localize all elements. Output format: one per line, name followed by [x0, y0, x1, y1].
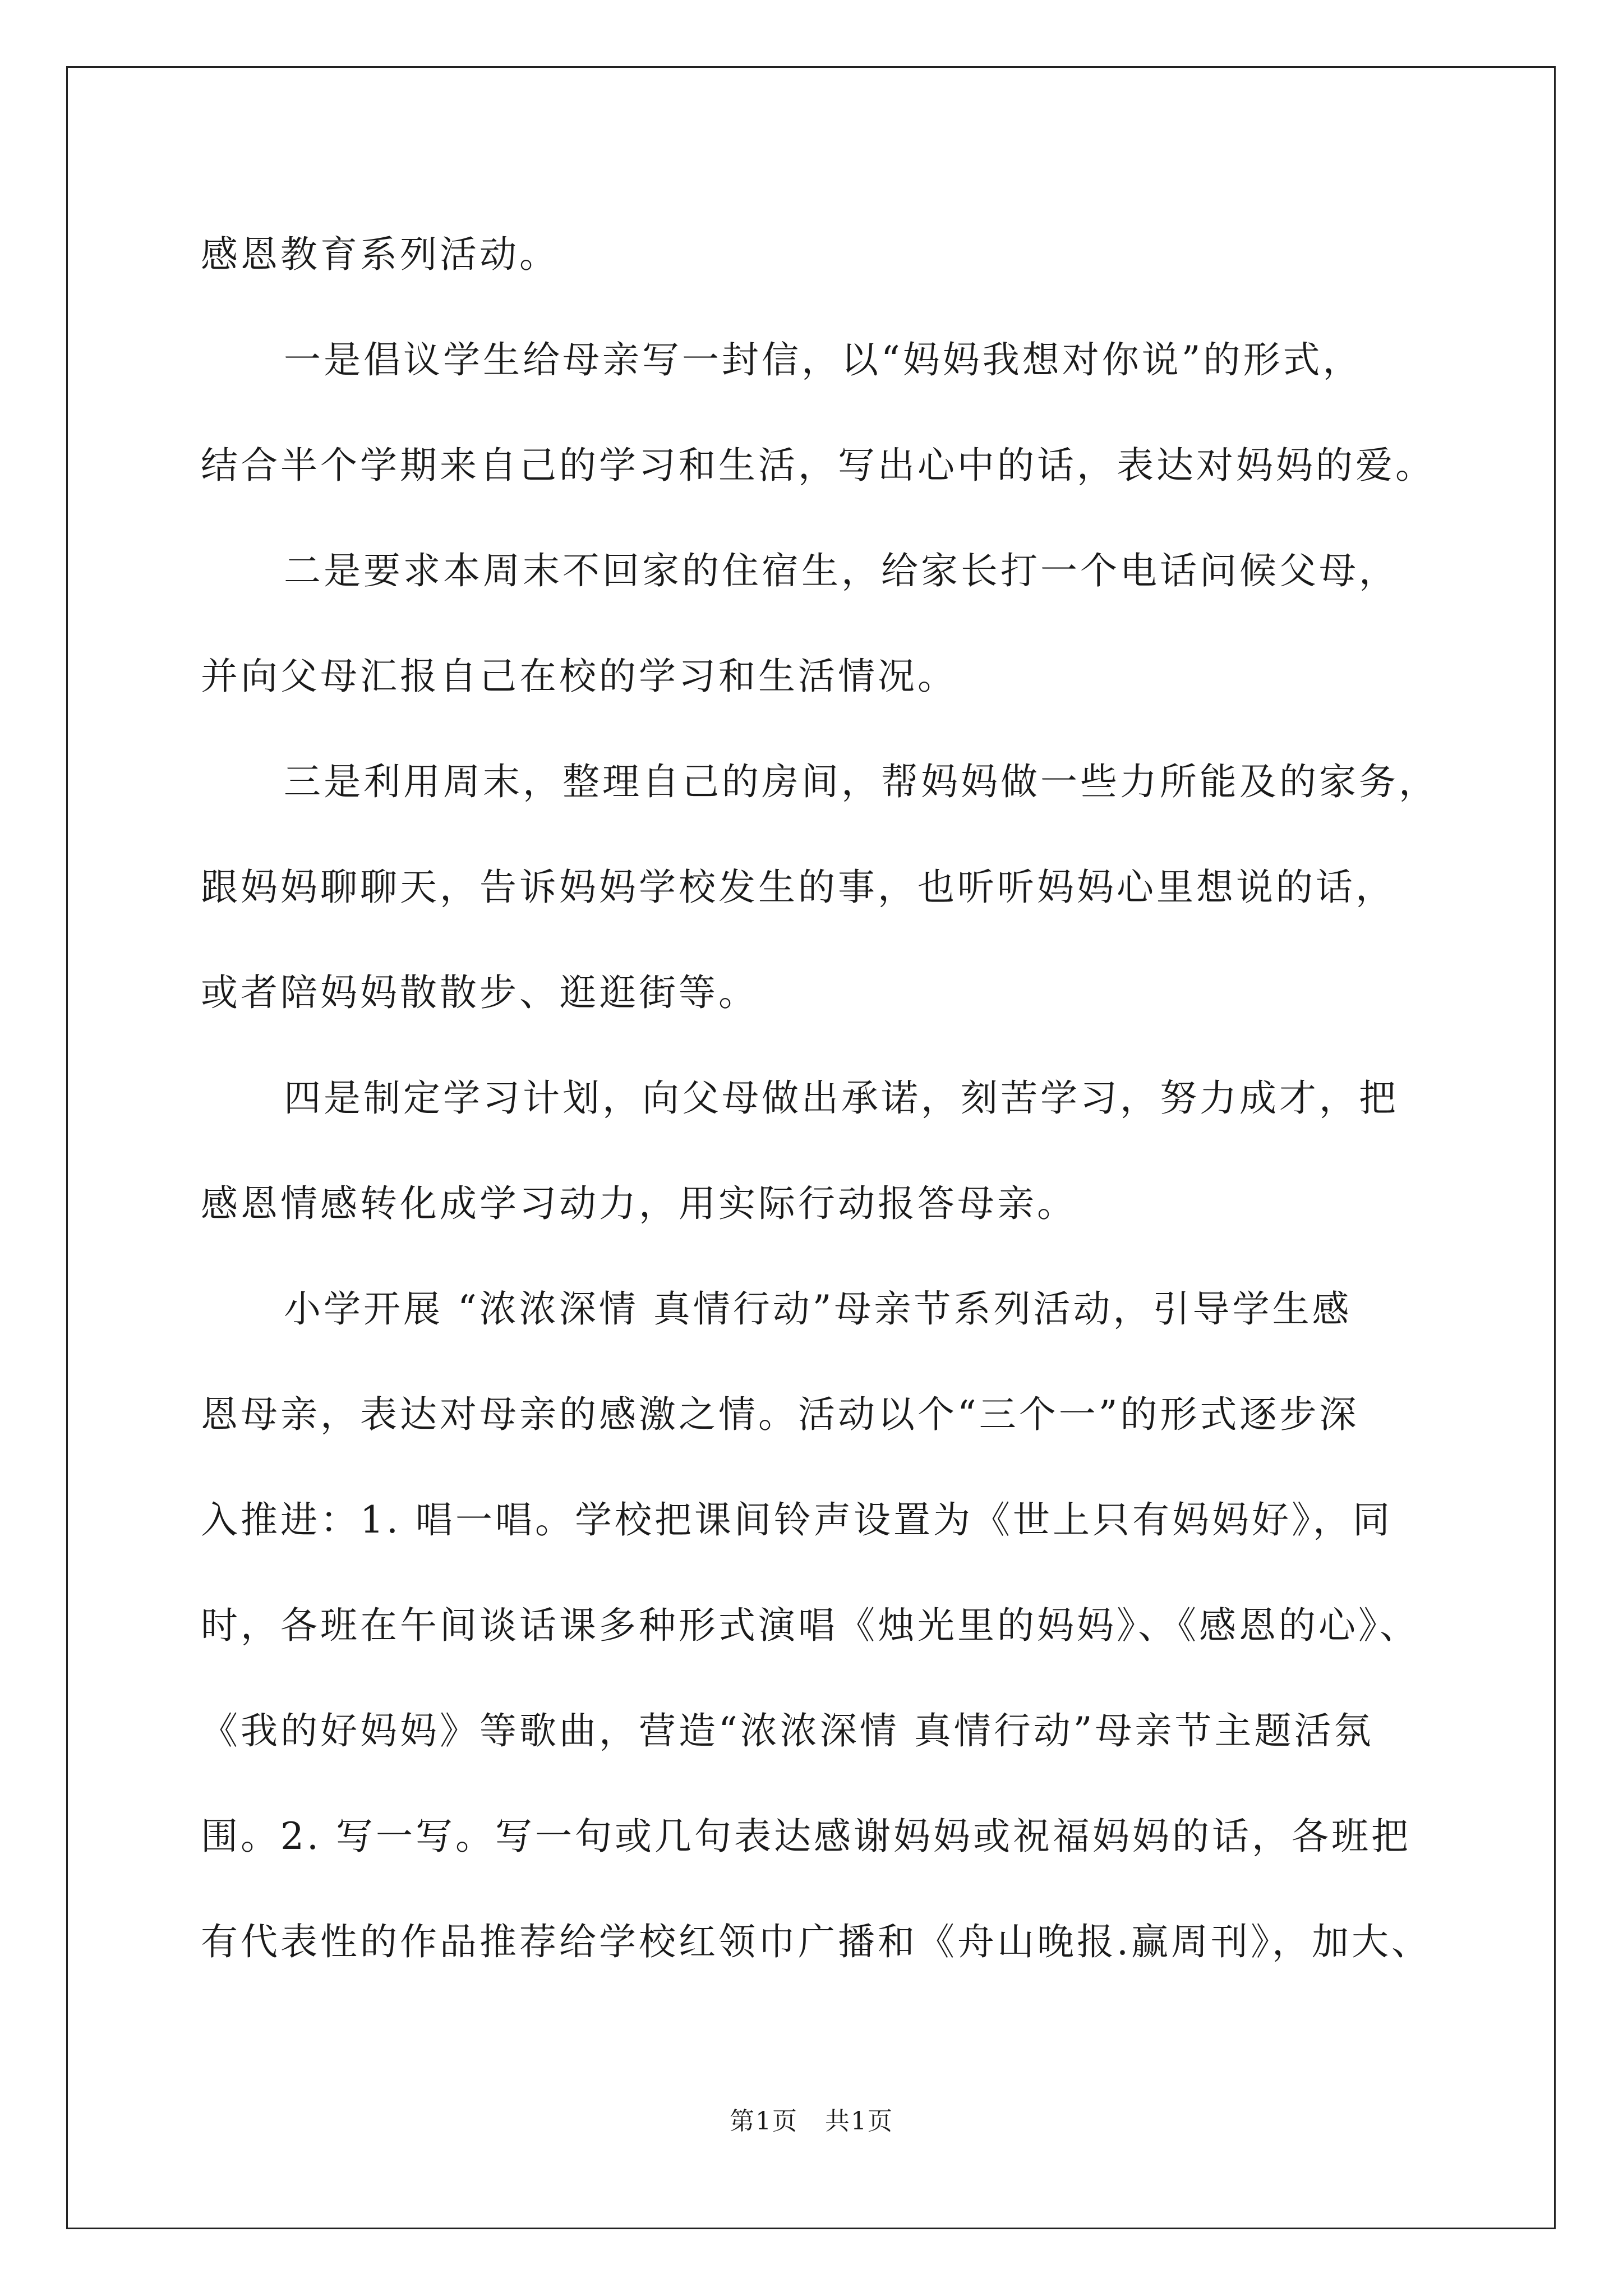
text-line: 或者陪妈妈散散步、逛逛街等。	[201, 971, 758, 1014]
text-line: 并向父母汇报自己在校的学习和生活情况。	[201, 655, 957, 698]
text-line: 时，各班在午间谈话课多种形式演唱《烛光里的妈妈》、《感恩的心》、	[201, 1604, 1419, 1647]
text-line: 二是要求本周末不回家的住宿生，给家长打一个电话问候父母，	[284, 549, 1399, 592]
text-line: 三是利用周末，整理自己的房间，帮妈妈做一些力所能及的家务，	[284, 760, 1438, 803]
page-number: 第1页	[730, 2107, 798, 2136]
text-line: 《我的好妈妈》等歌曲，营造“浓浓深情 真情行动”母亲节主题活氛	[201, 1709, 1374, 1752]
page-total: 共1页	[825, 2107, 893, 2136]
document-body	[201, 202, 1440, 1995]
text-line: 感恩情感转化成学习动力，用实际行动报答母亲。	[201, 1182, 1077, 1225]
text-line: 跟妈妈聊聊天，告诉妈妈学校发生的事，也听听妈妈心里想说的话，	[201, 866, 1395, 909]
text-line: 小学开展 “浓浓深情 真情行动”母亲节系列活动，引导学生感	[284, 1287, 1352, 1331]
text-line: 结合半个学期来自己的学习和生活，写出心中的话，表达对妈妈的爱。	[201, 444, 1435, 487]
page-footer	[0, 2101, 1623, 2137]
text-line: 围。2. 写一写。写一句或几句表达感谢妈妈或祝福妈妈的话，各班把	[201, 1815, 1411, 1858]
text-line: 恩母亲，表达对母亲的感激之情。活动以个“三个一”的形式逐步深	[201, 1393, 1359, 1436]
text-line: 有代表性的作品推荐给学校红领巾广播和《舟山晚报.赢周刊》，加大、	[201, 1920, 1431, 1963]
text-line: 四是制定学习计划，向父母做出承诺，刻苦学习，努力成才，把	[284, 1076, 1399, 1120]
text-line: 感恩教育系列活动。	[201, 233, 559, 276]
text-line: 一是倡议学生给母亲写一封信，以“妈妈我想对你说”的形式，	[284, 338, 1363, 381]
text-line: 入推进：1. 唱一唱。学校把课间铃声设置为《世上只有妈妈好》，同	[201, 1498, 1393, 1542]
